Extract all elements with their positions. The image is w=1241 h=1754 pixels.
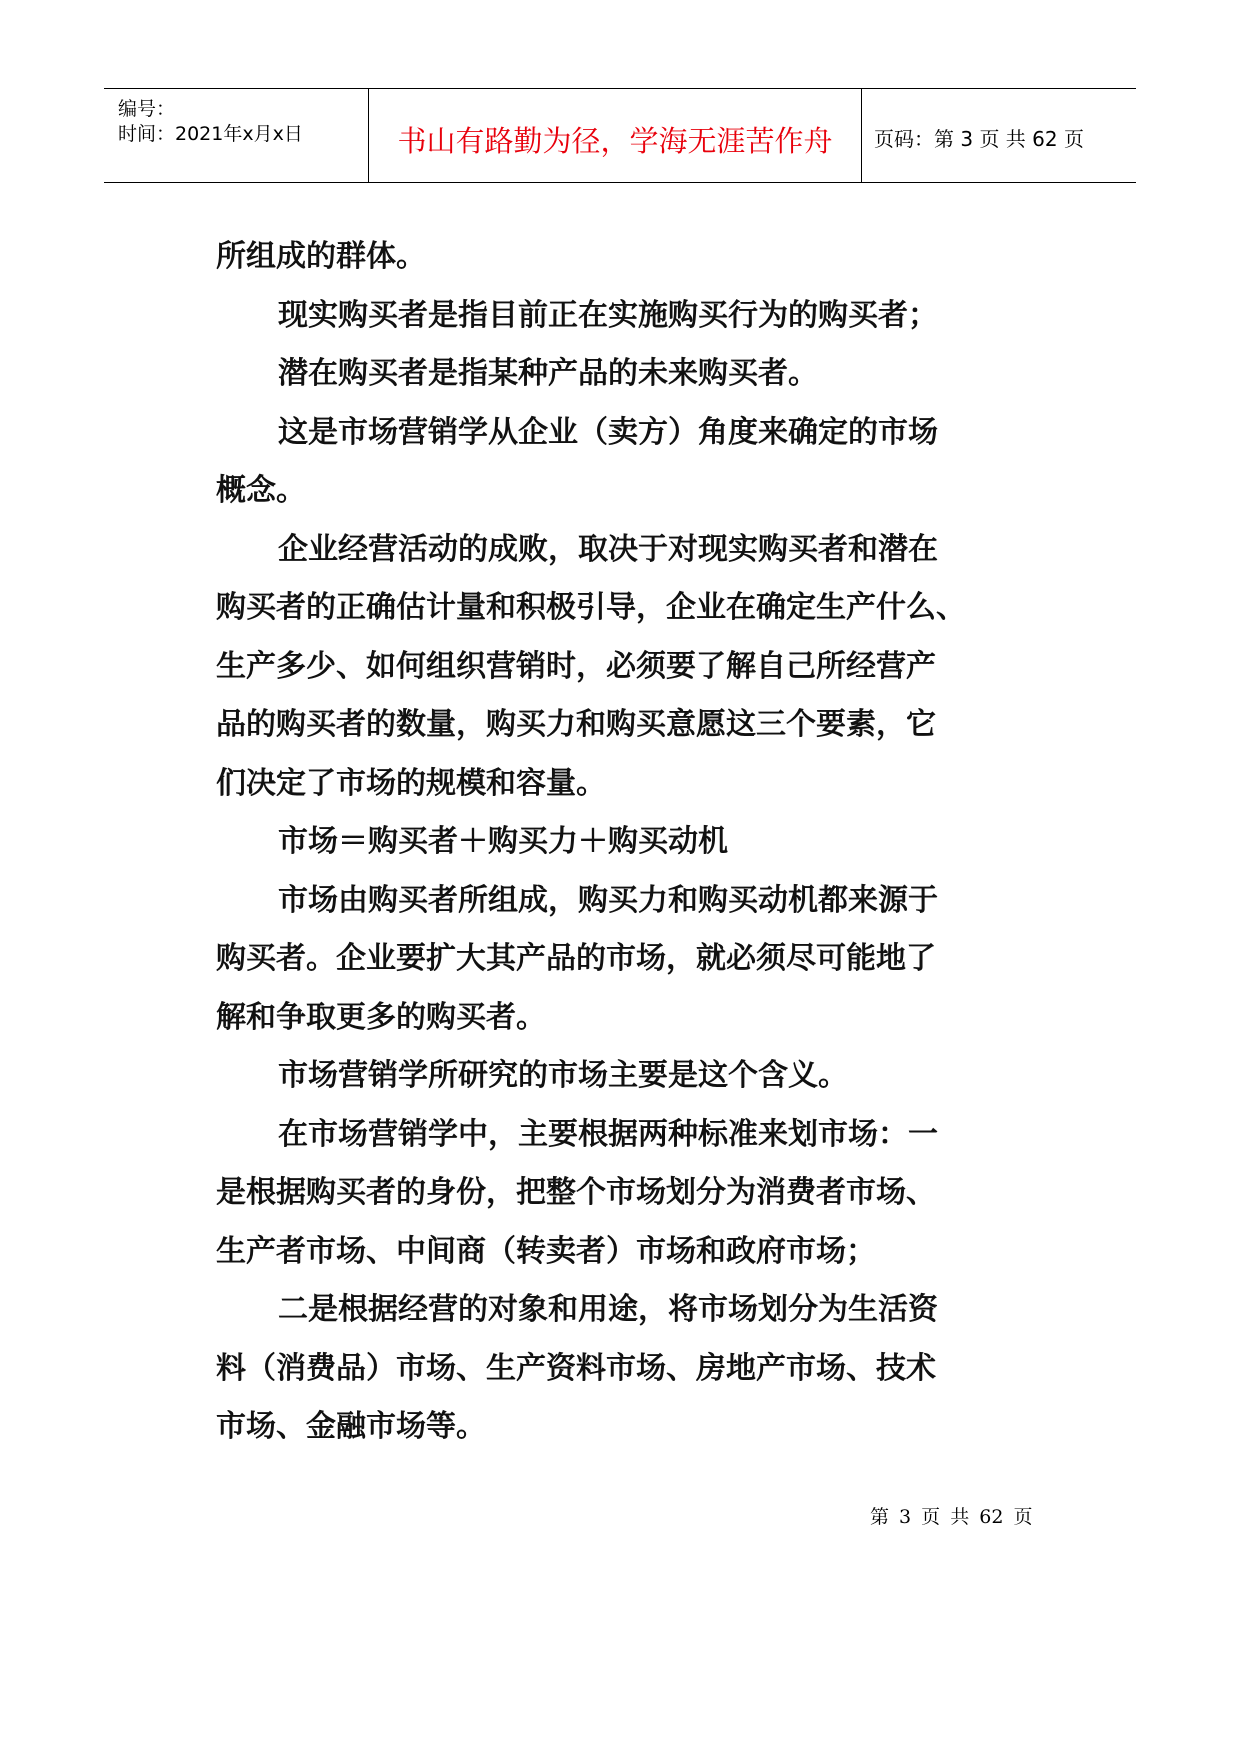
paragraph-line: 在市场营销学中，主要根据两种标准来划市场：一 xyxy=(278,1116,938,1152)
motto-text: 书山有路勤为径，学海无涯苦作舟 xyxy=(397,124,833,158)
paragraph-line: 们决定了市场的规模和容量。 xyxy=(216,765,606,801)
paragraph-line: 企业经营活动的成败，取决于对现实购买者和潜在 xyxy=(278,531,938,567)
paragraph-line: 解和争取更多的购买者。 xyxy=(216,999,546,1035)
header-motto-cell xyxy=(369,89,862,182)
serial-label: 编号： xyxy=(118,98,176,120)
paragraph-line: 市场、金融市场等。 xyxy=(216,1409,486,1444)
header-page-cell xyxy=(862,89,1136,182)
paragraph-line: 现实购买者是指目前正在实施购买行为的购买者； xyxy=(278,297,938,333)
formula-line: 市场＝购买者＋购买力＋购买动机 xyxy=(278,824,728,859)
paragraph-line: 市场营销学所研究的市场主要是这个含义。 xyxy=(278,1058,848,1093)
time-label: 时间：2021年x月x日 xyxy=(118,123,303,145)
paragraph-line: 生产者市场、中间商（转卖者）市场和政府市场； xyxy=(216,1233,876,1269)
paragraph-line: 购买者的正确估计量和积极引导，企业在确定生产什么、 xyxy=(216,590,966,625)
paragraph-line: 购买者。企业要扩大其产品的市场，就必须尽可能地了 xyxy=(216,941,936,976)
paragraph-line: 市场由购买者所组成，购买力和购买动机都来源于 xyxy=(278,882,938,918)
paragraph-line: 所组成的群体。 xyxy=(216,239,426,274)
paragraph-line: 料（消费品）市场、生产资料市场、房地产市场、技术 xyxy=(216,1350,936,1386)
page-code: 页码：第 3 页 共 62 页 xyxy=(874,127,1084,151)
paragraph-line: 是根据购买者的身份，把整个市场划分为消费者市场、 xyxy=(216,1175,936,1210)
paragraph-line: 潜在购买者是指某种产品的未来购买者。 xyxy=(278,356,818,391)
header-info-cell xyxy=(104,89,369,182)
page-footer: 第 3 页 共 62 页 xyxy=(870,1506,1033,1528)
paragraph-line: 二是根据经营的对象和用途，将市场划分为生活资 xyxy=(278,1292,938,1327)
paragraph-line: 生产多少、如何组织营销时，必须要了解自己所经营产 xyxy=(216,648,936,684)
document-body xyxy=(216,228,1056,1457)
paragraph-line: 这是市场营销学从企业（卖方）角度来确定的市场 xyxy=(278,414,938,450)
paragraph-line: 概念。 xyxy=(216,473,306,508)
page-header xyxy=(104,88,1136,183)
paragraph-line: 品的购买者的数量，购买力和购买意愿这三个要素，它 xyxy=(216,707,936,742)
